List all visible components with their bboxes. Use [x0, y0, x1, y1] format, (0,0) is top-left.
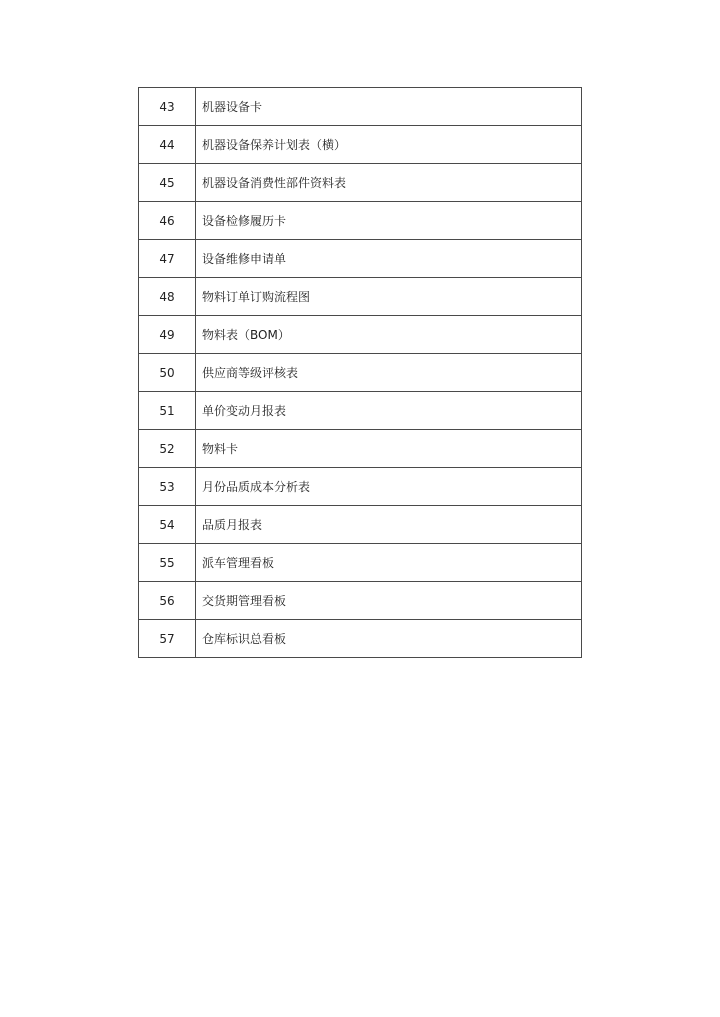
table-body — [139, 88, 582, 658]
row-title: 机器设备卡 — [196, 88, 582, 126]
row-number: 44 — [139, 126, 196, 164]
row-number: 53 — [139, 468, 196, 506]
row-number: 55 — [139, 544, 196, 582]
row-number: 49 — [139, 316, 196, 354]
row-number: 57 — [139, 620, 196, 658]
table-row — [139, 164, 582, 202]
row-title: 供应商等级评核表 — [196, 354, 582, 392]
row-number: 52 — [139, 430, 196, 468]
table-row — [139, 430, 582, 468]
table-row — [139, 620, 582, 658]
row-number: 50 — [139, 354, 196, 392]
row-title: 物料表（BOM） — [196, 316, 582, 354]
table-row — [139, 506, 582, 544]
row-number: 48 — [139, 278, 196, 316]
table-row — [139, 468, 582, 506]
row-number: 43 — [139, 88, 196, 126]
row-title: 交货期管理看板 — [196, 582, 582, 620]
row-title: 物料订单订购流程图 — [196, 278, 582, 316]
table-row — [139, 240, 582, 278]
table-row — [139, 126, 582, 164]
row-title: 机器设备消费性部件资料表 — [196, 164, 582, 202]
row-title: 单价变动月报表 — [196, 392, 582, 430]
row-title: 设备维修申请单 — [196, 240, 582, 278]
table-row — [139, 88, 582, 126]
row-title: 设备检修履历卡 — [196, 202, 582, 240]
row-number: 56 — [139, 582, 196, 620]
row-title: 月份品质成本分析表 — [196, 468, 582, 506]
table-row — [139, 582, 582, 620]
form-list-table — [138, 87, 582, 658]
row-title: 派车管理看板 — [196, 544, 582, 582]
row-number: 54 — [139, 506, 196, 544]
row-number: 47 — [139, 240, 196, 278]
row-title: 仓库标识总看板 — [196, 620, 582, 658]
table-row — [139, 354, 582, 392]
row-title: 品质月报表 — [196, 506, 582, 544]
table-row — [139, 278, 582, 316]
table-row — [139, 544, 582, 582]
row-number: 45 — [139, 164, 196, 202]
row-title: 机器设备保养计划表（横） — [196, 126, 582, 164]
table-row — [139, 316, 582, 354]
row-number: 51 — [139, 392, 196, 430]
row-title: 物料卡 — [196, 430, 582, 468]
row-number: 46 — [139, 202, 196, 240]
table-row — [139, 202, 582, 240]
table-row — [139, 392, 582, 430]
